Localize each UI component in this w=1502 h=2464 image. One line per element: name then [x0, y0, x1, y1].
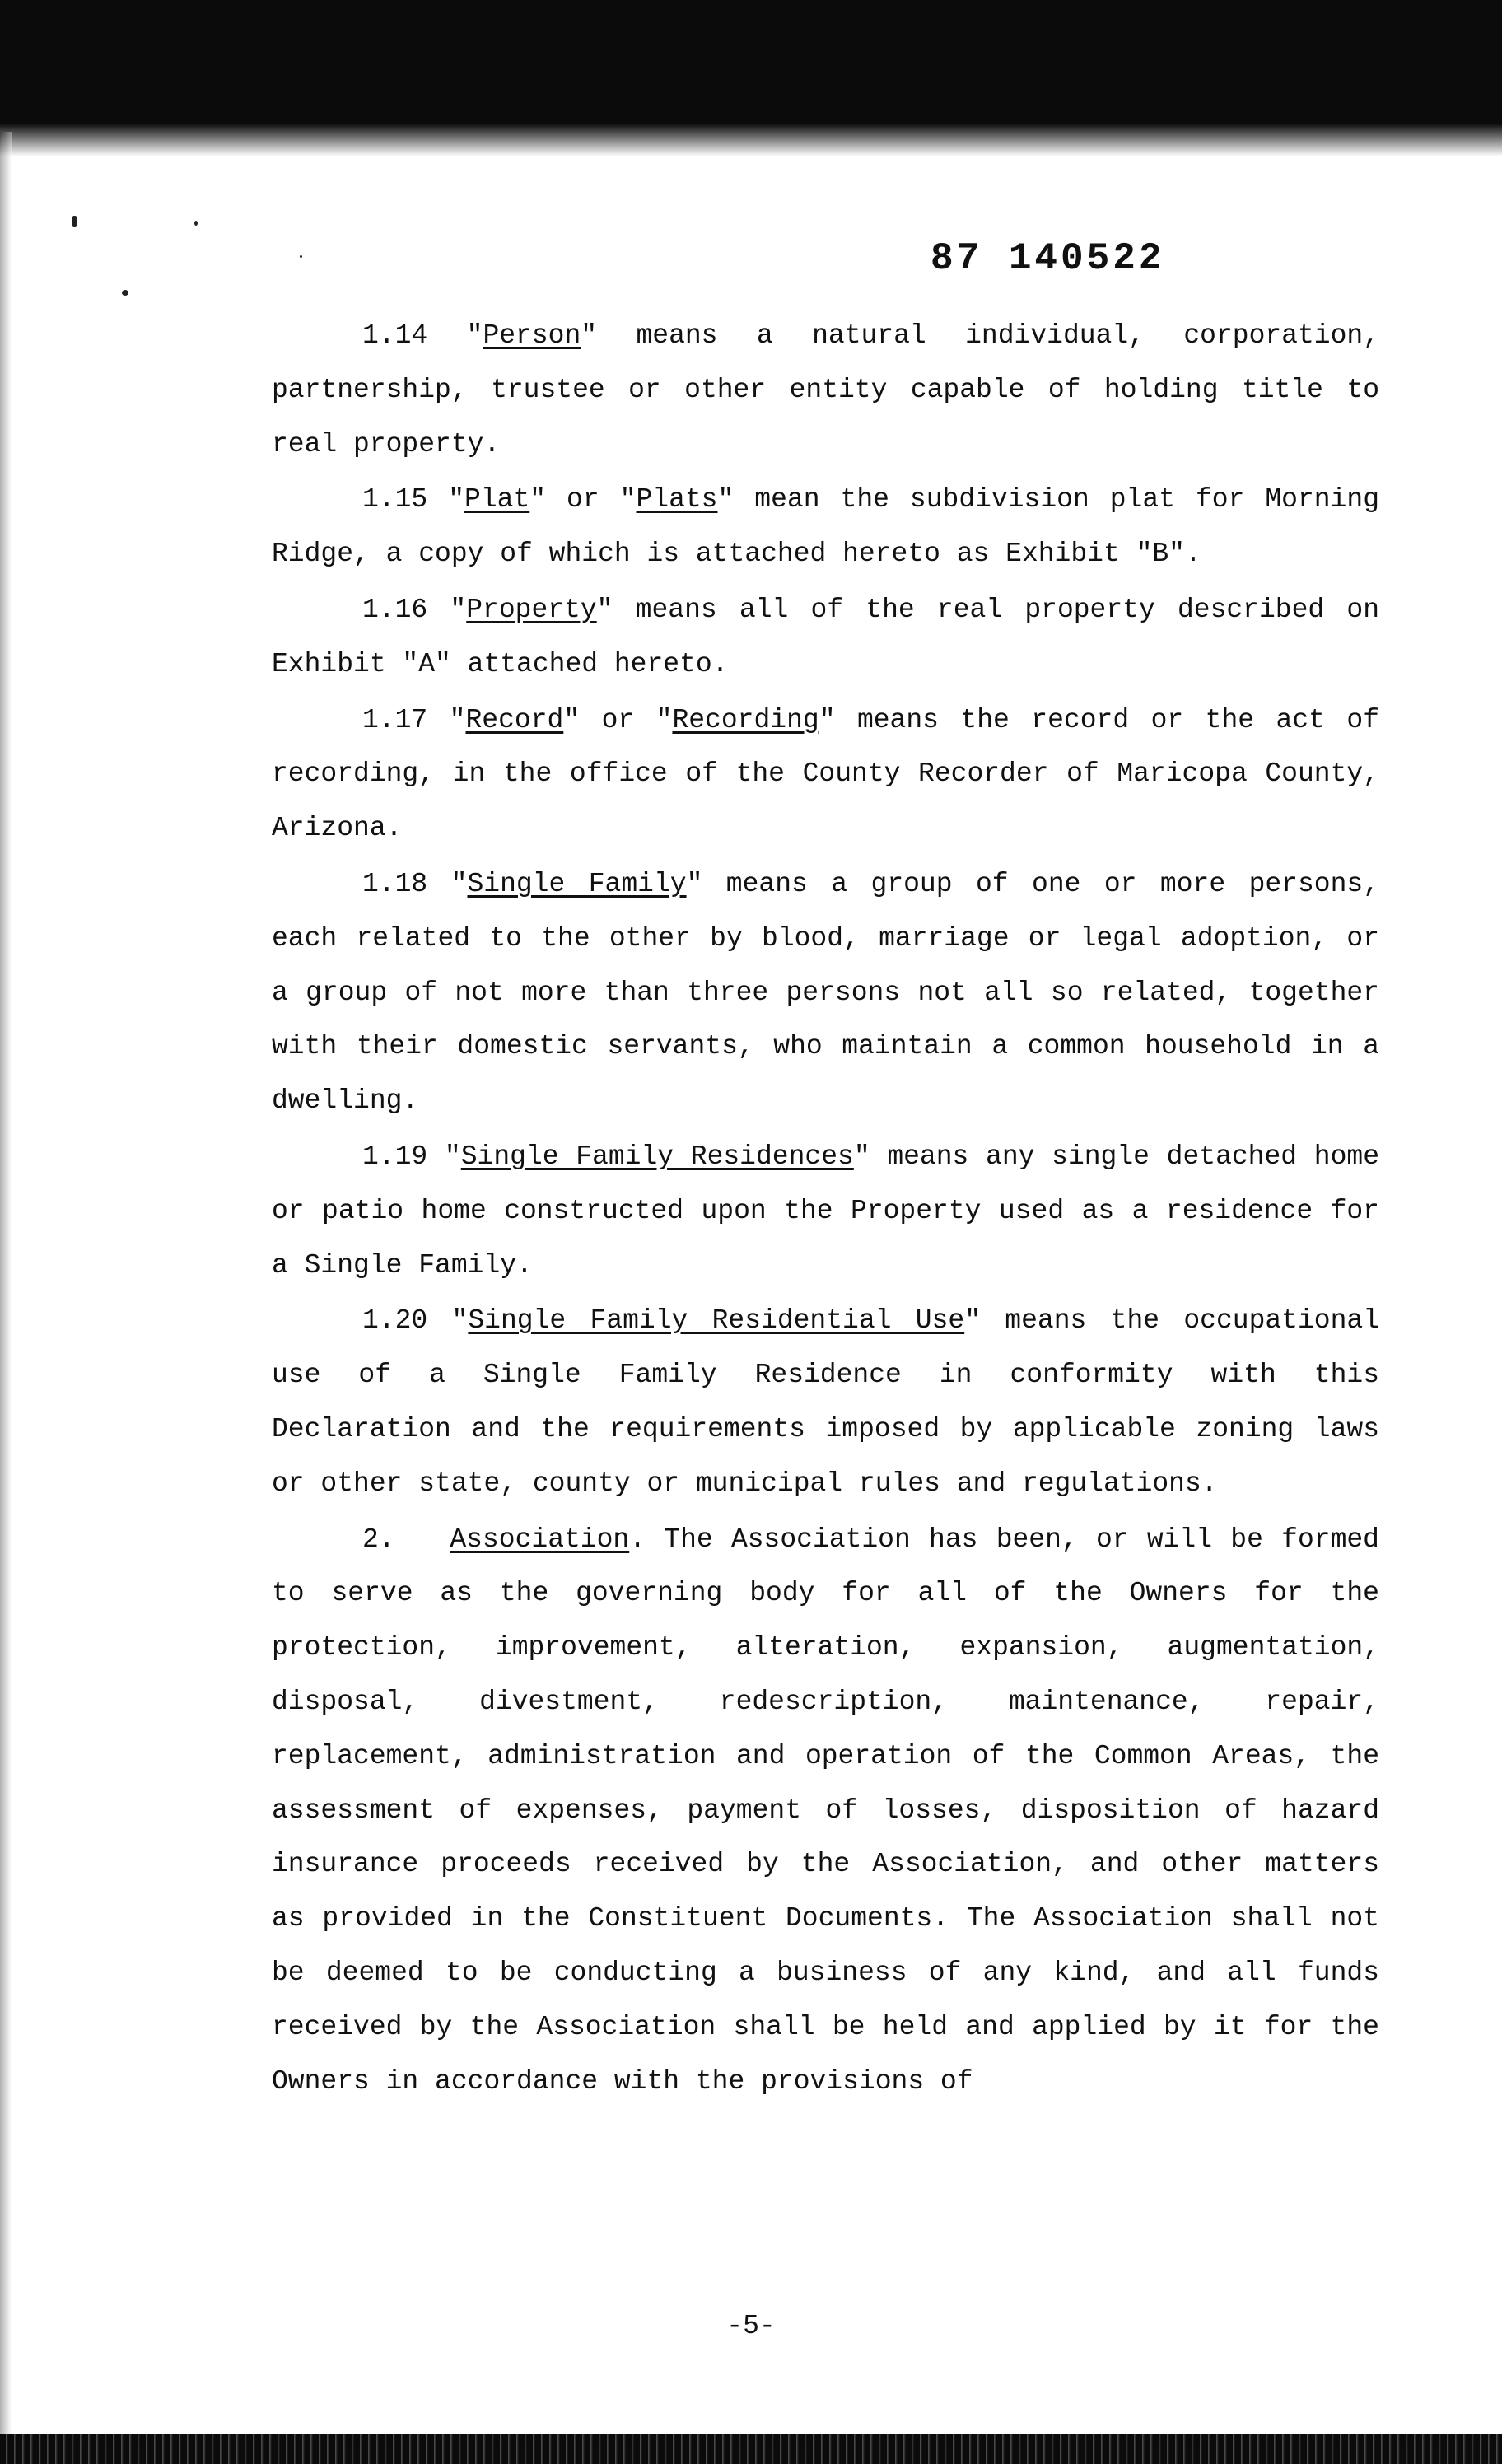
page-number: -5- [726, 2311, 776, 2341]
document-body [272, 309, 1379, 2108]
section-number: 2. [362, 1524, 395, 1555]
defined-term: Single Family Residential Use [468, 1305, 965, 1337]
document-number: 87 140522 [931, 237, 1165, 280]
definition-text: " means the occupational use of a Single Family Residence in conformity with this Declaration and the requirements imposed by applicable zoning laws or other state, county or municipal rules and regulations. [272, 1305, 1380, 1499]
definition-1-17: 1.17 "Record" or "Recording" means the record or the act of recording, in the office of the County Recorder of Maricopa County, Arizona. [272, 704, 1379, 844]
scan-speck [122, 290, 128, 296]
defined-term: Plats [636, 484, 718, 516]
defined-term: Single Family [467, 868, 687, 899]
defined-term: Plat [464, 484, 530, 516]
definition-1-15: 1.15 "Plat" or "Plats" mean the subdivision plat for Morning Ridge, a copy of which is attached hereto as Exhibit "B". [272, 484, 1380, 570]
definition-1-16: 1.16 "Property" means all of the real property described on Exhibit "A" attached hereto. [272, 594, 1379, 679]
term-separator: " or " [563, 704, 673, 735]
scan-top-edge [0, 124, 1502, 156]
definition-number: 1.19 [362, 1141, 428, 1172]
scan-left-shadow [0, 132, 12, 2438]
definition-text: " means a natural individual, corporation, partnership, trustee or other entity capable of holding title to real property. [272, 320, 1379, 460]
definition-text: " means any single detached home or patio home constructed upon the Property used as a residence for a Single Family. [272, 1141, 1380, 1281]
definition-text: " mean the subdivision plat for Morning Ridge, a copy of which is attached hereto as Exhibit "B". [272, 484, 1380, 570]
defined-term: Single Family Residences [460, 1141, 854, 1172]
definition-1-20: 1.20 "Single Family Residential Use" means the occupational use of a Single Family Residence in conformity with this Declaration and the requirements imposed by applicable zoning laws or other state, county or municipal rules and regulations. [272, 1305, 1380, 1499]
definition-number: 1.15 [362, 484, 428, 516]
definition-number: 1.18 [362, 868, 428, 899]
section-2-association [272, 1513, 1379, 2109]
defined-term: Person [483, 320, 581, 351]
defined-term: Property [466, 594, 597, 625]
defined-term: Record [465, 704, 564, 735]
defined-term: Recording [672, 704, 819, 735]
scan-speck [72, 216, 77, 227]
term-separator: " or " [529, 484, 637, 516]
scan-bottom-border [0, 2434, 1502, 2464]
definition-1-14: 1.14 "Person" means a natural individual, corporation, partnership, trustee or other entity capable of holding title to real property. [272, 320, 1379, 460]
definition-text: " means the record or the act of recording, in the office of the County Recorder of Maricopa County, Arizona. [272, 704, 1379, 844]
definition-1-18: 1.18 "Single Family" means a group of one or more persons, each related to the other by blood, marriage or legal adoption, or a group of not more than three persons not all so related, together with their domestic servants, who maintain a common household in a dwelling. [272, 868, 1380, 1117]
definition-number: 1.17 [362, 704, 428, 735]
definition-number: 1.16 [362, 594, 428, 625]
definition-text: " means all of the real property described on Exhibit "A" attached hereto. [272, 594, 1379, 679]
definition-number: 1.20 [362, 1305, 428, 1337]
scan-speck [194, 221, 198, 226]
section-text: . The Association has been, or will be formed to serve as the governing body for all of the Owners for the protection, improvement, alteration, expansion, augmentation, disposal, divestment, redescription, maintenance, repair, replacement, administration and operation of the Common Areas, the assessment of expenses, payment of losses, disposition of hazard insurance proceeds received by the Association, and other matters as provided in the Constituent Documents. The Association shall not be deemed to be conducting a business of any kind, and all funds received by the Association shall be held and applied by it for the Owners in accordance with the provisions of [272, 1524, 1379, 2097]
definition-1-19: 1.19 "Single Family Residences" means any single detached home or patio home constructed upon the Property used as a residence for a Single Family. [272, 1141, 1380, 1281]
definition-text: " means a group of one or more persons, each related to the other by blood, marriage or legal adoption, or a group of not more than three persons not all so related, together with their domestic servants, who maintain a common household in a dwelling. [272, 868, 1380, 1117]
definition-number: 1.14 [362, 320, 428, 351]
section-heading: Association [450, 1524, 630, 1555]
scan-top-border [0, 0, 1502, 142]
scan-speck [300, 255, 302, 258]
